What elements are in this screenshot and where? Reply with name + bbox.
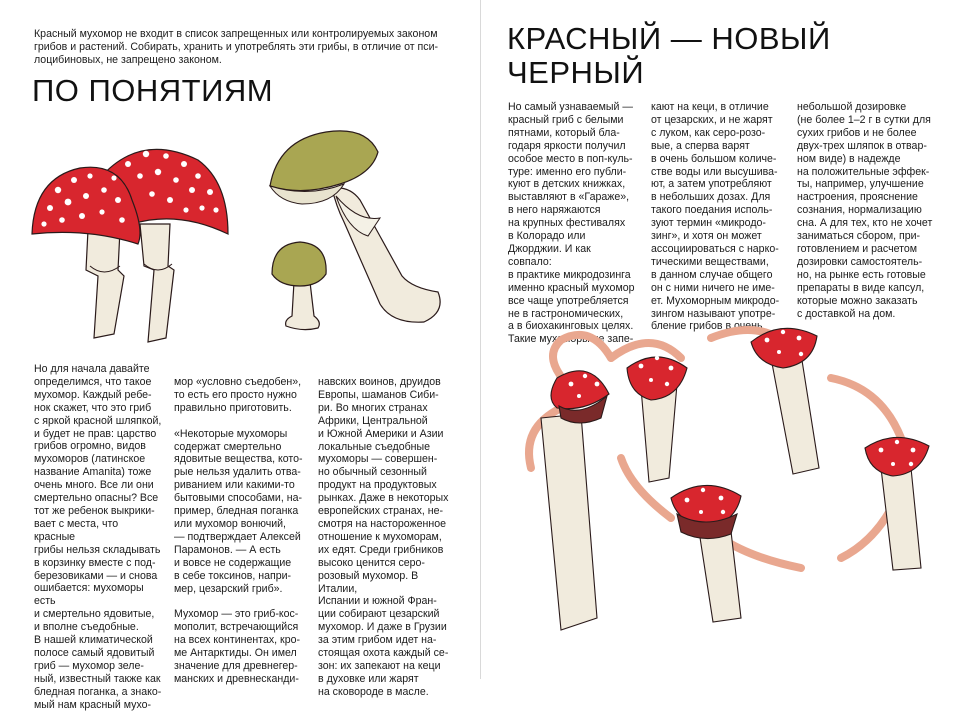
dancing-mushroom-people-illustration: [501, 318, 951, 674]
right-page-title: КРАСНЫЙ — НОВЫЙ ЧЕРНЫЙ: [507, 21, 831, 90]
left-col-1: Но для начала давайте определимся, что такое мухомор. Каждый ребе- нок скажет, что это гриб с яркой красной шляпкой, и будет не прав: царство грибов огромно, видов мухоморов (латинское название Amanita) тоже очень много. Все ли они смертельно опасны? Все тот же ребенок выкрики- вает с места, что красные грибы нельзя складывать в корзинку вместе с под- березовиками — и снова ошибается: мухоморы есть и смертельно ядовитые, и вполне съедобные. В нашей климатической полосе самый ядовитый гриб — мухомор зеле- ный, известный также как бледная поганка, а знако- мый нам красный мухо-: [34, 363, 162, 711]
right-col-1: Но самый узнаваемый — красный гриб с белыми пятнами, который бла- годаря яркости получил особое место в поп-куль- туре: именно его публи- куют в детских книжках, выставляют в «Гараже», в него наряжаются на крупных фестивалях в Колорадо или Джорджии. И как совпало: в практике микродозинга именно красный мухомор все чаще употребляется не в гастрономических, а в биохакинговых целях. Такие мухоморы не запе-: [508, 101, 635, 346]
green-mushrooms-illustration: [262, 126, 462, 341]
left-page-title: ПО ПОНЯТИЯМ: [32, 73, 274, 108]
left-col-3: навских воинов, друидов Европы, шаманов Сиби- ри. Во многих странах Африки, Центральной и Южной Америки и Азии локальные съедобные мухоморы — совершен- но обычный сезонный продукт на продуктовых рынках. Даже в некоторых европейских странах, не- смотря на настороженное отношение к мухоморам, их едят. Среди грибников высоко ценится серо- розовый мухомор. В Италии, Испании и южной Фран- ции собирают цезарский мухомор. И даже в Грузии за этим грибом идет на- стоящая охота каждый се- зон: их запекают на кеци в духовке или жарят на сковороде в масле.: [318, 376, 449, 698]
red-mushrooms-illustration: [28, 138, 268, 348]
left-col-2: мор «условно съедобен», то есть его просто нужно правильно приготовить. «Некоторые мухоморы содержат смертельно ядовитые вещества, кото- рые нельзя удалить отва- риванием или какими-то бытовыми способами, на- пример, бледная поганка или мухомор вонючий, — подтверждает Алексей Парамонов. — А есть и вовсе не содержащие в себе токсинов, напри- мер, цезарский гриб». Мухомор — это гриб-кос- мополит, встречающийся на всех континентах, кро- ме Антарктиды. Он имел значение для древнегер- манских и древнесканди-: [174, 376, 303, 685]
right-col-3: небольшой дозировке (не более 1–2 г в сутки для сухих грибов и не более двух-трех шляпок в отвар- ном виде) в надежде на положительные эффек- ты, например, улучшение настроения, прояснение сознания, нормализацию сна. А для тех, кто не хочет заниматься сбором, при- готовлением и расчетом дозировки самостоятель- но, на рынке есть готовые препараты в виде капсул, которые можно заказать с доставкой на дом.: [797, 101, 933, 320]
right-page: [481, 0, 960, 679]
intro-paragraph: Красный мухомор не входит в список запрещенных или контролируемых законом грибов и растений. Собирать, хранить и употреблять эти грибы, в отличие от пси- лоцибиновых, не запрещено законом.: [34, 28, 439, 66]
right-col-2: кают на кеци, в отличие от цезарских, и не жарят с луком, как серо-розо- вые, а сперва варят в очень большом количе- стве воды или высушива- ют, а затем употребляют в небольших дозах. Для такого поедания исполь- зуют термин «микродо- зинг», и хотя он может ассоциироваться с нарко- тическими веществами, в данном случае общего он с ними ничего не име- ет. Мухоморным микродо- зингом называют употре- бление грибов в очень: [651, 101, 780, 333]
